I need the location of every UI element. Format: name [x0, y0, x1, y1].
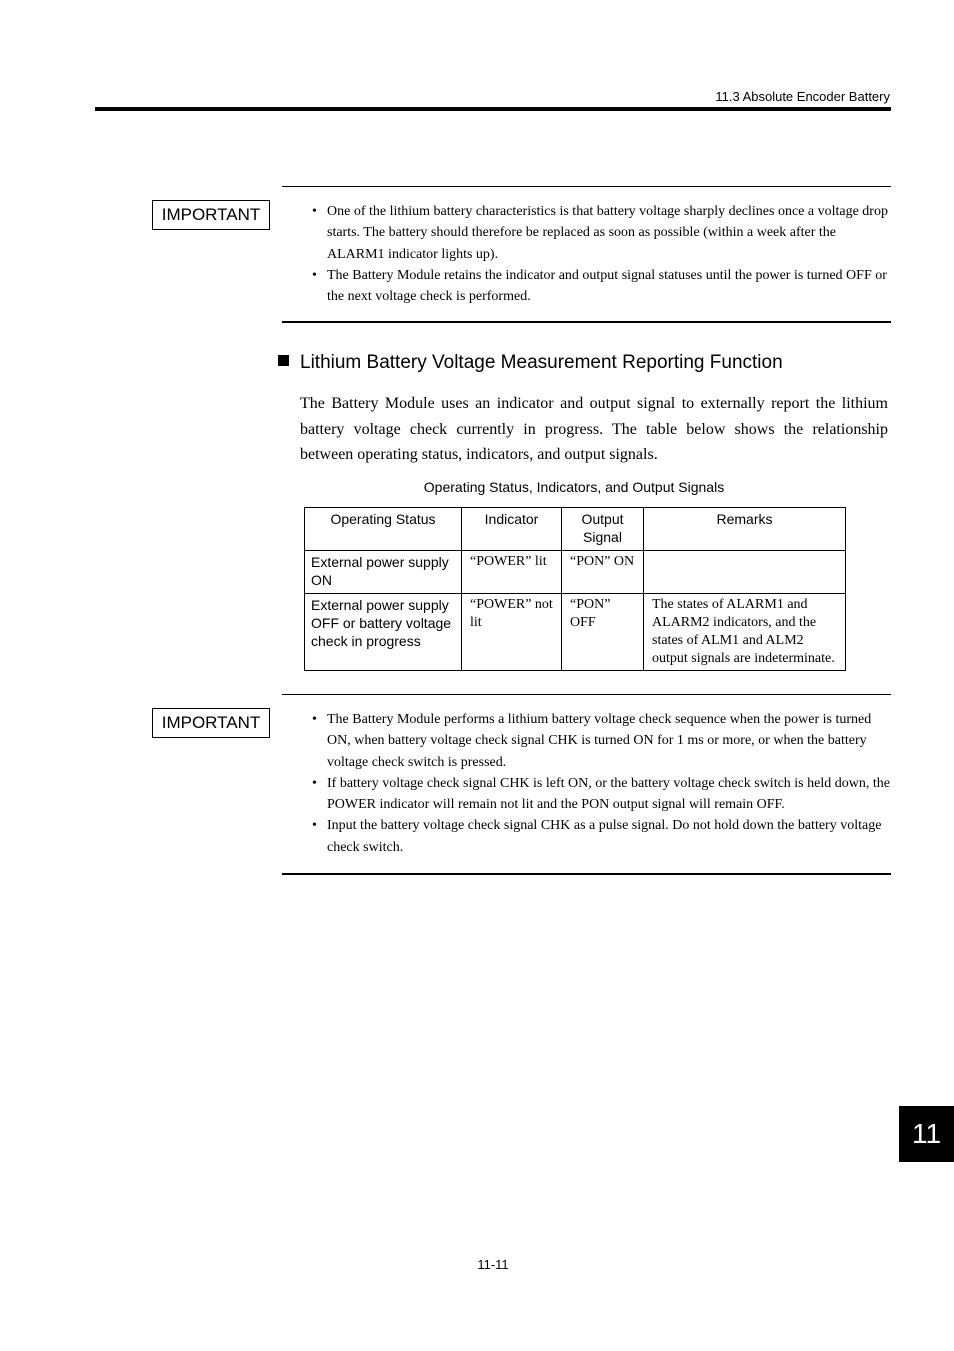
page-number: 11-11: [477, 1257, 509, 1272]
table-header-cell: Indicator: [462, 508, 562, 551]
table-cell: External power supply ON: [305, 551, 462, 594]
list-item: • If battery voltage check signal CHK is left ON, or the battery voltage check switch is held down, the POWER indicator will remain not lit and the PON output signal will remain OFF.: [312, 775, 890, 813]
list-item: • One of the lithium battery characteristics is that battery voltage sharply declines once a voltage drop starts. The battery should therefore be replaced as soon as possible (within a week after the ALARM1 indicator lights up).: [312, 204, 888, 262]
table-header-row: [305, 508, 846, 551]
table-header-cell: Remarks: [644, 508, 846, 551]
important-bullet-list: [312, 709, 890, 858]
table-header-cell: Output Signal: [562, 508, 644, 551]
square-bullet-icon: [278, 355, 289, 366]
important-bullet-list: [312, 201, 890, 307]
table-row: [305, 594, 846, 671]
important-label: IMPORTANT: [152, 200, 270, 230]
table-cell: “PON” OFF: [562, 594, 644, 671]
important-bottom-rule: [282, 321, 891, 323]
table-caption: Operating Status, Indicators, and Output Signals: [423, 479, 725, 495]
list-item: • The Battery Module retains the indicator and output signal statuses until the power is turned OFF or the next voltage check is performed.: [312, 267, 887, 305]
status-table: [304, 507, 846, 671]
table-cell: External power supply OFF or battery voltage check in progress: [305, 594, 462, 671]
header-rule: [95, 107, 891, 111]
list-item: • Input the battery voltage check signal CHK as a pulse signal. Do not hold down the battery voltage check switch.: [312, 818, 882, 855]
table-header-cell: Operating Status: [305, 508, 462, 551]
list-item: • The Battery Module performs a lithium battery voltage check sequence when the power is turned ON, when battery voltage check signal CHK is turned ON for 1 ms or more, or when the battery voltage check switch is pressed.: [312, 712, 872, 770]
table-cell: [644, 551, 846, 594]
table-cell: “POWER” not lit: [462, 594, 562, 671]
running-header: 11.3 Absolute Encoder Battery: [715, 89, 890, 104]
body-paragraph: The Battery Module uses an indicator and output signal to externally report the lithium battery voltage check currently in progress. The table below shows the relationship between operating status, indicators, and output signals.: [300, 395, 888, 463]
table-cell: “POWER” lit: [462, 551, 562, 594]
important-top-rule: [282, 694, 891, 695]
table-cell: “PON” ON: [562, 551, 644, 594]
section-heading: Lithium Battery Voltage Measurement Reporting Function: [278, 352, 783, 374]
table-cell: The states of ALARM1 and ALARM2 indicators, and the states of ALM1 and ALM2 output signals are indeterminate.: [644, 594, 846, 671]
important-label: IMPORTANT: [152, 708, 270, 738]
important-top-rule: [282, 186, 891, 187]
table-row: [305, 551, 846, 594]
chapter-tab: 11: [899, 1106, 954, 1162]
important-bottom-rule: [282, 873, 891, 875]
